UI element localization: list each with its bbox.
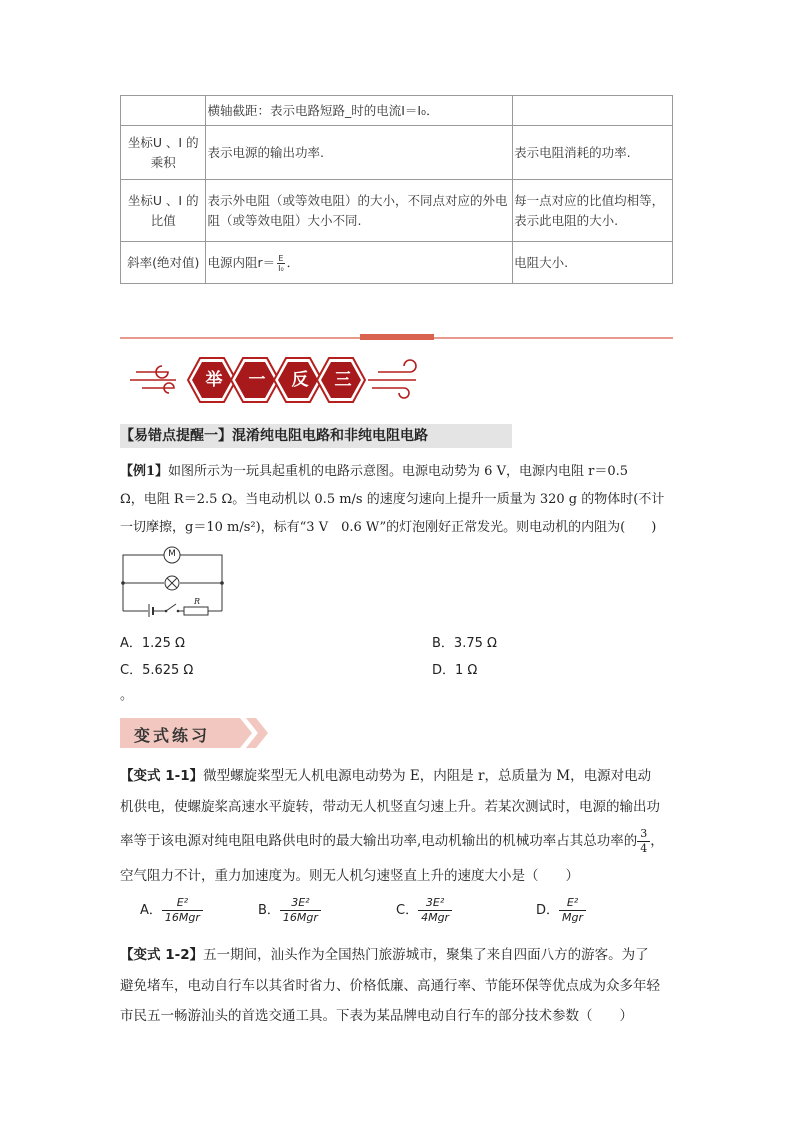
fraction-denominator: 4 [640,842,648,855]
fraction-numerator: E² [559,896,586,911]
fraction-numerator: E [278,253,284,263]
question-text: 避免堵车，电动自行车以其省时省力、价格低廉、高通行率、节能环保等优点成为众多年轻 [120,978,660,994]
table-cell: 电阻大小. [513,242,673,284]
fraction-denominator: I₀ [278,263,284,273]
variation-1-2-line [120,945,649,965]
question-text: Ω，电阻 R＝2.5 Ω。当电动机以 0.5 m/s 的速度匀速向上提升一质量为 320 g 的物体时(不计 [120,492,665,507]
table-row [121,126,673,180]
table-cell [513,96,673,126]
motor-symbol-icon: M [168,549,176,559]
option-c[interactable]: C．5.625 Ω [120,663,194,678]
table-cell: 斜率(绝对值) [121,242,206,284]
fraction [277,254,285,273]
option-letter: A． [140,903,162,918]
table-cell: 每一点对应的比值均相等，表示此电阻的大小. [513,180,673,242]
option-letter: B． [258,903,280,918]
fraction-numerator: 3 [637,827,650,842]
question-text: 微型螺旋桨型无人机电源电动势为 E，内阻是 r，总质量为 M，电源对电动 [203,768,652,784]
fraction [280,896,321,925]
fraction [559,896,586,925]
fraction [637,827,650,856]
formula-suffix: ． [286,254,300,270]
table-row [121,96,673,126]
option-b[interactable] [258,896,321,925]
option-d[interactable]: D．1 Ω [432,663,478,678]
banner-char: 反 [291,370,309,390]
option-d[interactable] [536,896,586,925]
left-swirl-icon [130,366,176,393]
fraction-denominator: 16Mgr [164,911,200,924]
table-cell [206,242,513,284]
table-cell: 表示电源的输出功率. [206,126,513,180]
question-text: ， [650,833,664,849]
option-b[interactable]: B．3.75 Ω [432,636,497,651]
fraction [162,896,203,925]
question-text: 空气阻力不计，重力加速度为。则无人机匀速竖直上升的速度大小是（ ） [120,868,579,884]
question-text: 一切摩擦，g＝10 m/s²)，标有“3 V 0.6 W”的灯泡刚好正常发光。则电动机的内阻为( ) [120,520,657,535]
table-cell: 坐标U 、I 的乘积 [121,126,206,180]
fraction [418,896,452,925]
properties-table [120,95,673,284]
stray-dot: 。 [120,688,134,703]
question-text: 如图所示为一玩具起重机的电路示意图。电源电动势为 6 V，电源内电阻 r＝0.5 [168,464,628,479]
banner-char: 举 [205,370,223,390]
table-cell: 坐标U 、I 的比值 [121,180,206,242]
table-cell: 表示电阻消耗的功率. [513,126,673,180]
table-cell: 表示外电阻（或等效电阻）的大小，不同点对应的外电阻（或等效电阻）大小不同. [206,180,513,242]
option-letter: C． [396,903,419,918]
fraction-denominator: 4Mgr [421,911,450,924]
right-swirl-icon [368,360,416,398]
banner-graphic [128,350,418,410]
question-text: 市民五一畅游汕头的首选交通工具。下表为某品牌电动自行车的部分技术参数（ ） [120,1008,633,1024]
option-letter: D． [536,903,560,918]
table-row [121,180,673,242]
variation-1-1-line3 [120,826,664,856]
option-a[interactable]: A．1.25 Ω [120,636,185,651]
fraction-denominator: 16Mgr [282,911,318,924]
resistor-label: R [194,597,201,606]
fraction-numerator: 3E² [280,896,321,911]
example-1-line [120,462,628,482]
variation-label: 【变式 1-1】 [120,768,204,784]
variation-1-1-line [120,766,651,786]
banner-char: 一 [248,370,266,390]
practice-header: 变式练习 [134,726,211,745]
question-text: 率等于该电源对纯电阻电路供电时的最大输出功率,电动机输出的机械功率占其总功率的 [120,833,638,849]
table-cell: 横轴截距：表示电路短路_时的电流I＝I₀． [206,96,513,126]
variation-label: 【变式 1-2】 [120,947,204,963]
option-a[interactable] [140,896,203,925]
table-cell [121,96,206,126]
formula-prefix: 电源内阻r＝ [207,254,276,270]
fraction-numerator: E² [162,896,203,911]
divider-accent [360,334,434,340]
fraction-denominator: Mgr [562,911,584,924]
question-text: 机供电，使螺旋桨高速水平旋转，带动无人机竖直匀速上升。若某次测试时，电源的输出功 [120,799,660,815]
banner-char: 三 [334,370,352,390]
table-row [121,242,673,284]
question-text: 五一期间，汕头作为全国热门旅游城市，聚集了来自四面八方的游客。为了 [203,947,649,963]
option-c[interactable] [396,896,452,925]
tip-heading: 【易错点提醒一】混淆纯电阻电路和非纯电阻电路 [120,428,428,444]
example-label: 【例1】 [120,464,169,479]
fraction-numerator: 3E² [418,896,452,911]
